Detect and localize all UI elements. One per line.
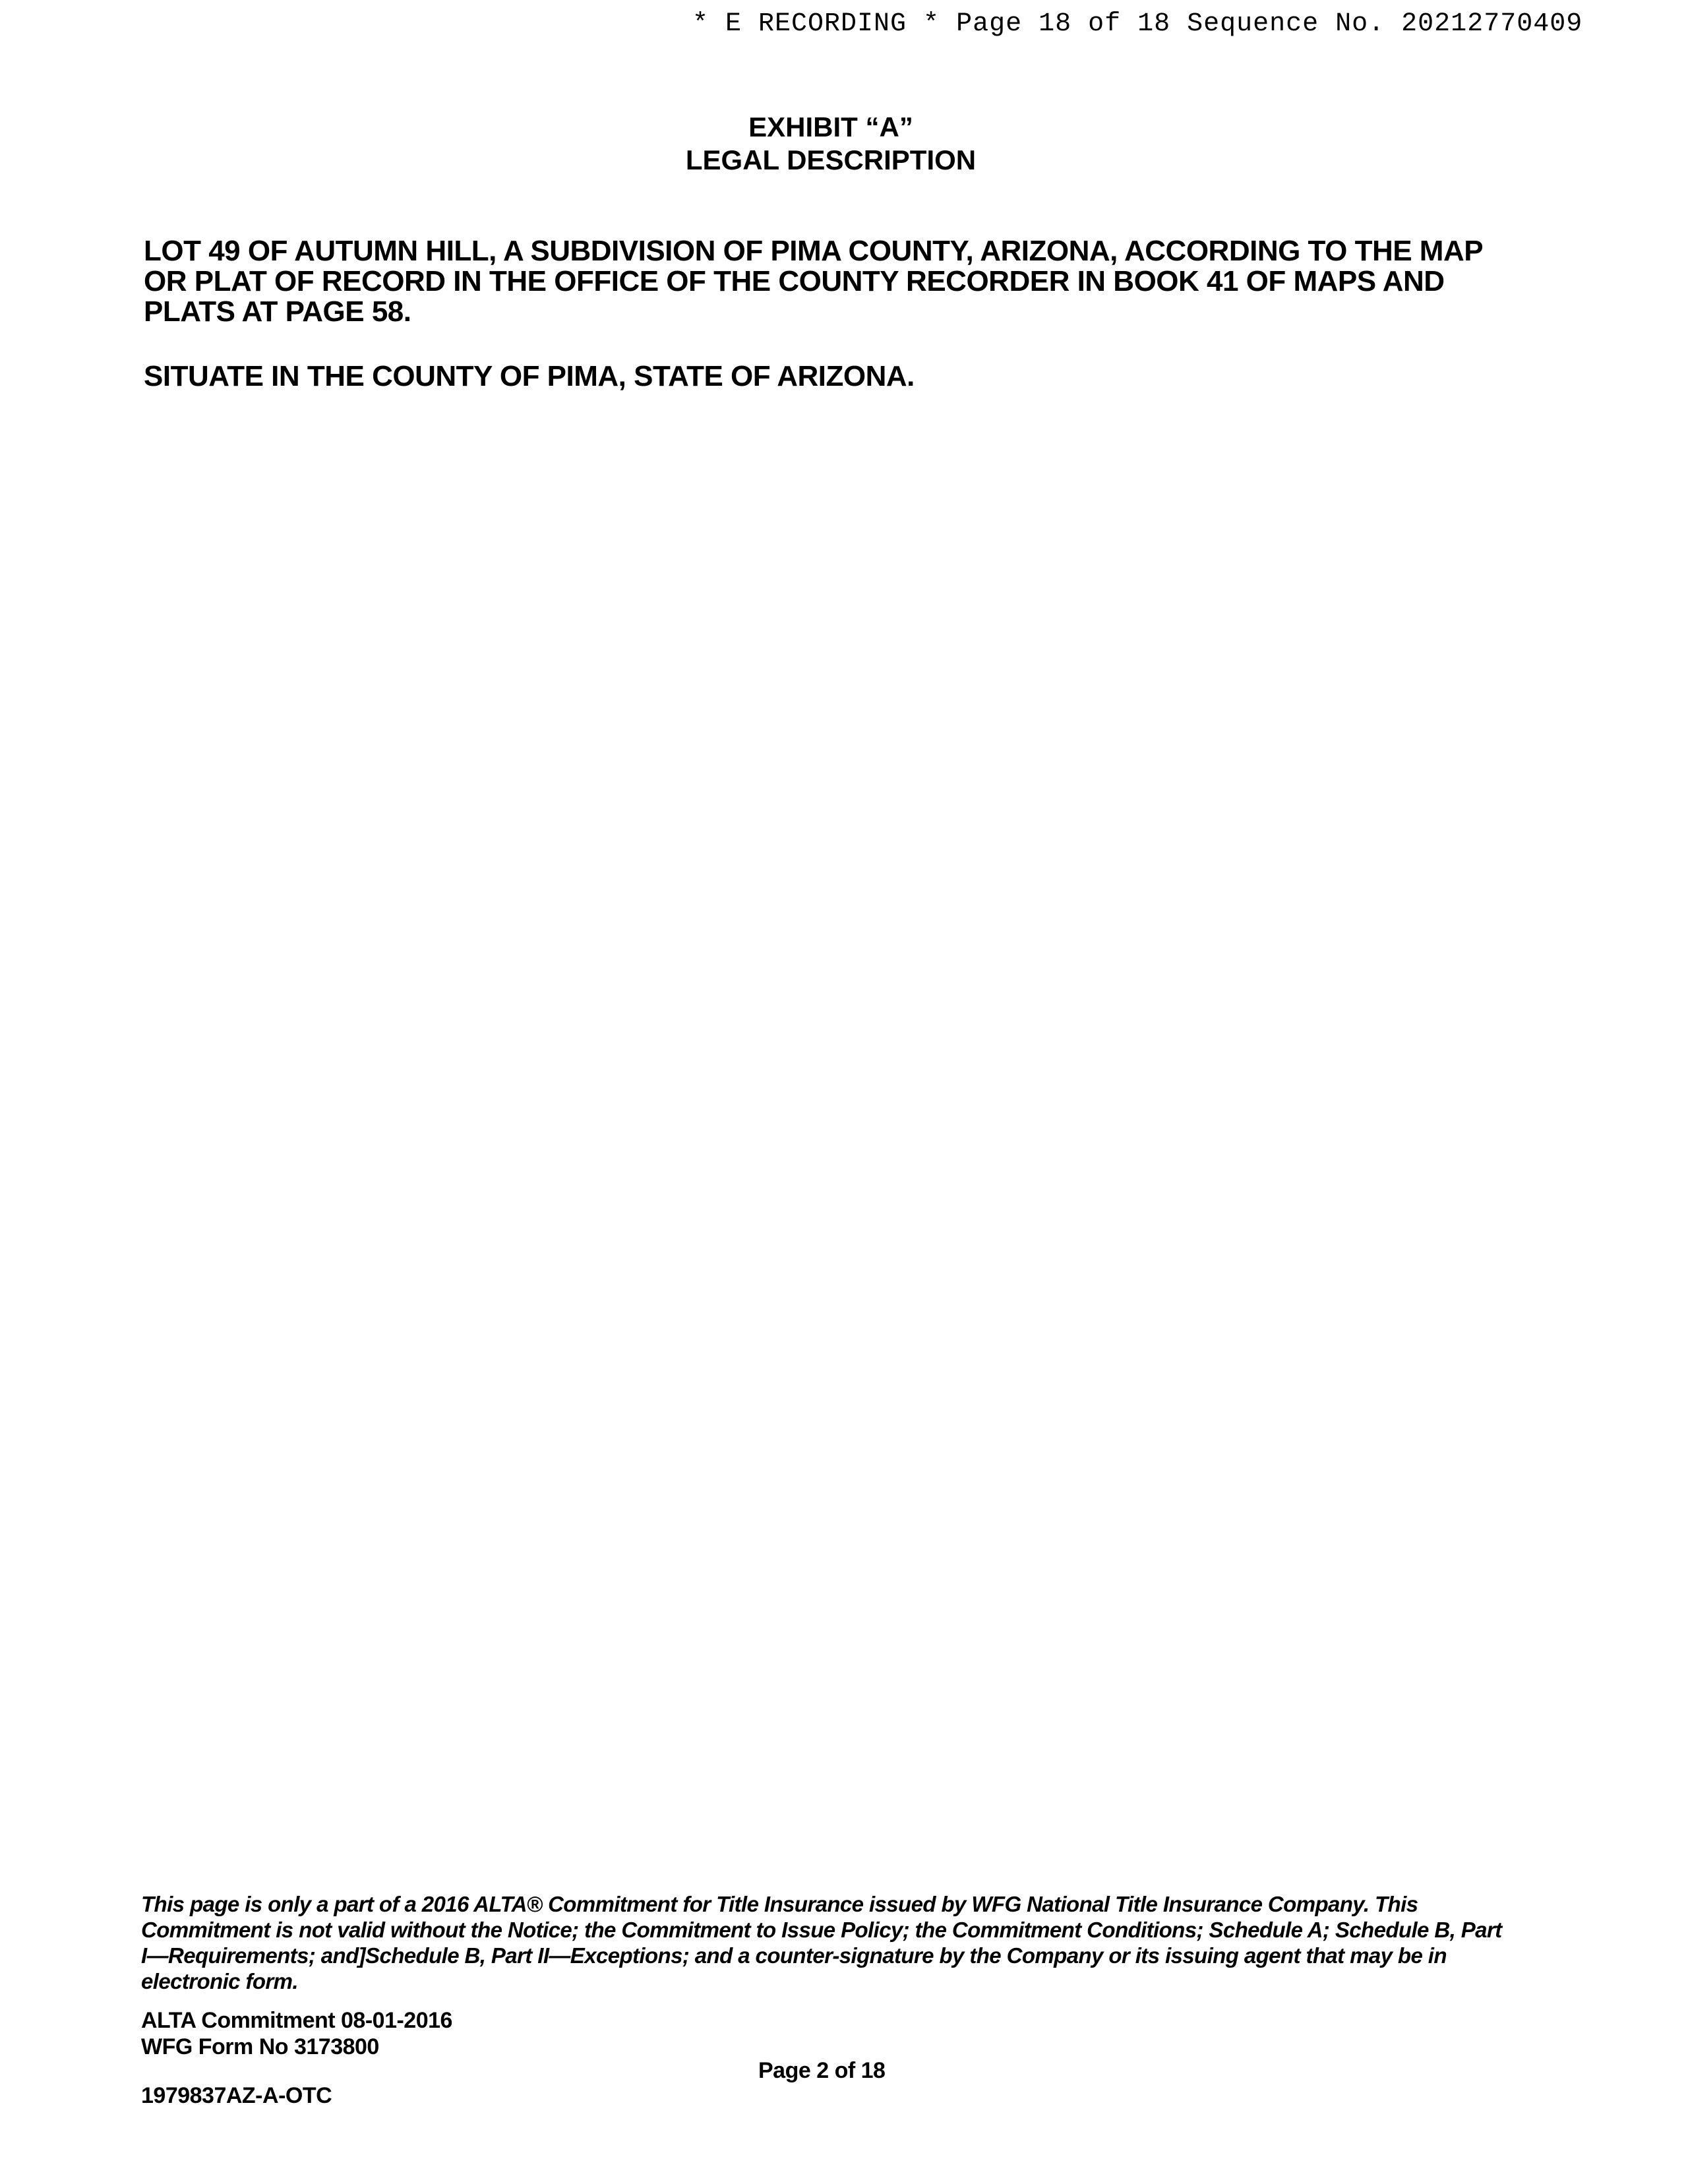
- situate-statement: SITUATE IN THE COUNTY OF PIMA, STATE OF ARIZONA.: [144, 360, 915, 392]
- form-info: [141, 2007, 452, 2060]
- legal-description: LOT 49 OF AUTUMN HILL, A SUBDIVISION OF PIMA COUNTY, ARIZONA, ACCORDING TO THE MAP OR PLAT OF RECORD IN THE OFFICE OF THE COUNTY RECORDER IN BOOK 41 OF MAPS AND PLATS AT PAGE 58.: [144, 235, 1483, 328]
- exhibit-heading: [0, 111, 1662, 177]
- exhibit-subtitle: LEGAL DESCRIPTION: [685, 144, 977, 175]
- form-line-2: WFG Form No 3173800: [141, 2034, 379, 2059]
- recording-stamp: * E RECORDING * Page 18 of 18 Sequence No. 20212770409: [692, 9, 1583, 39]
- form-line-1: ALTA Commitment 08-01-2016: [141, 2008, 452, 2033]
- footer-disclaimer: This page is only a part of a 2016 ALTA® Commitment for Title Insurance issued by WFG National Title Insurance Company. This Commitment is not valid without the Notice; the Commitment to Issue Policy; the Commitment Conditions; Schedule A; Schedule B, Part I—Requirements; and]Schedule B, Part II—Exceptions; and a counter-signature by the Company or its issuing agent that may be in electronic form.: [141, 1892, 1502, 1993]
- order-number: 1979837AZ-A-OTC: [141, 2083, 332, 2108]
- page-number: Page 2 of 18: [758, 2058, 886, 2083]
- exhibit-title: EXHIBIT “A”: [748, 111, 913, 142]
